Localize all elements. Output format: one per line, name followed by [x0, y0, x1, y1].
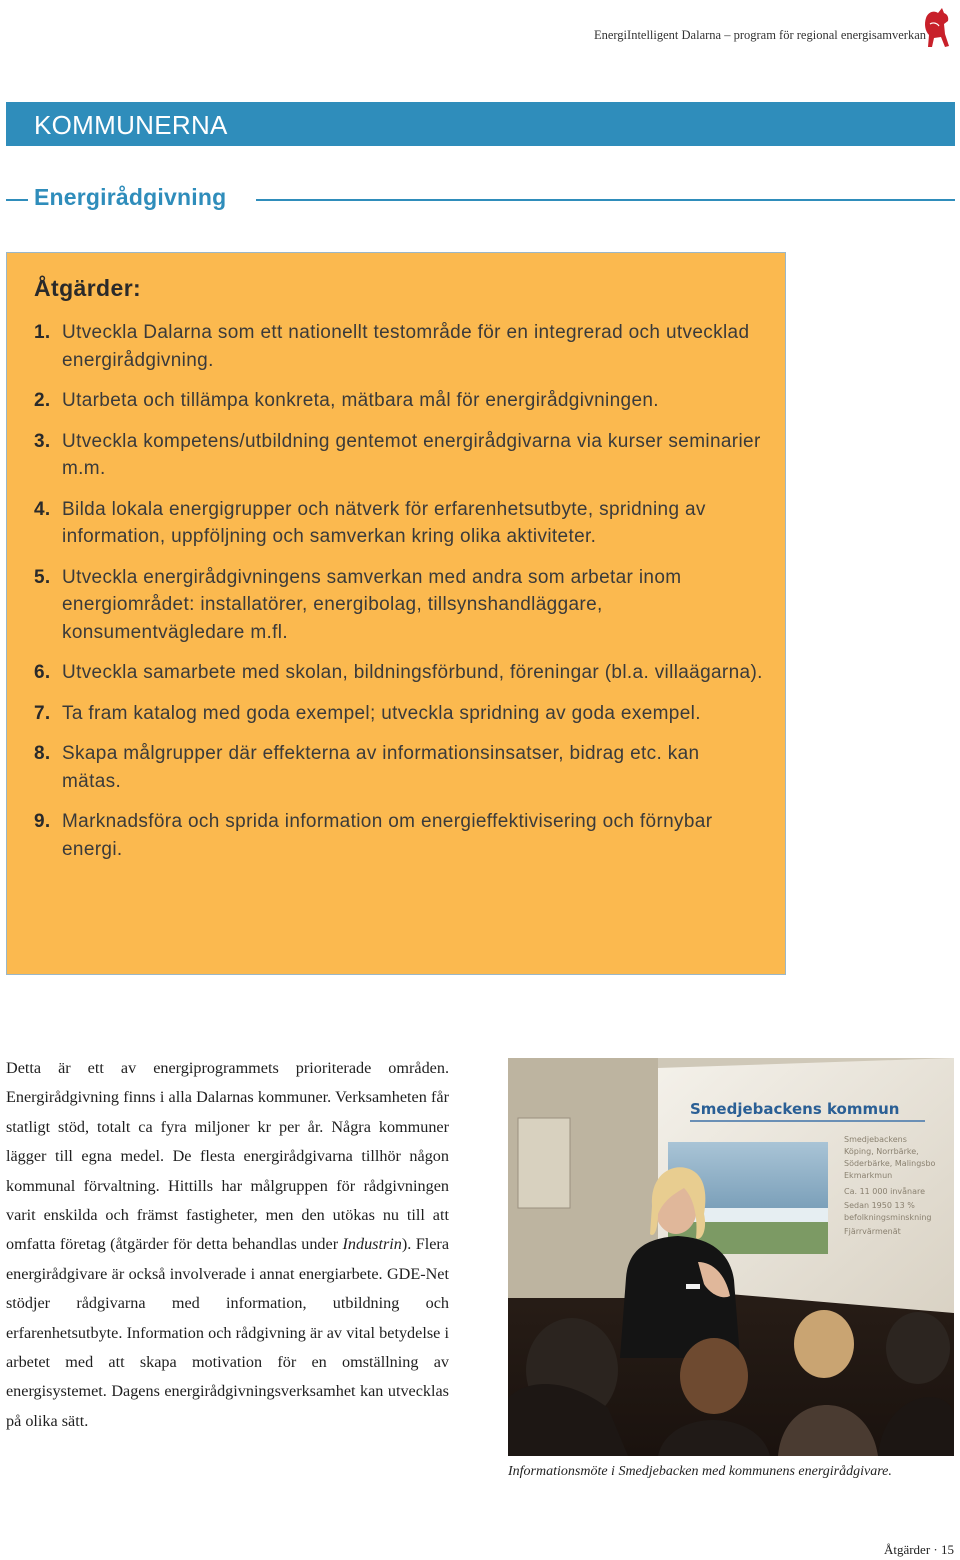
measure-item — [34, 496, 764, 551]
dalahorse-logo-icon — [920, 4, 954, 50]
slide-bullet: Köping, Norrbärke, — [844, 1147, 919, 1156]
section-title: KOMMUNERNA — [34, 110, 228, 140]
slide-bullet: Smedjebackens — [844, 1135, 907, 1144]
subsection-heading-row — [6, 184, 955, 216]
footer-separator: · — [933, 1542, 938, 1557]
measures-title: Åtgärder: — [34, 275, 142, 301]
slide-bullet: Ca. 11 000 invånare — [844, 1187, 926, 1196]
body-text-emphasis: Industrin — [342, 1235, 402, 1254]
measures-box — [6, 252, 786, 975]
measure-text: Utveckla energirådgivningens samverkan med andra som arbetar inom energiområdet: installatörer, energibolag, tillsynshandläggare, konsumentvägledare m.fl. — [62, 566, 682, 643]
slide-bullet: befolkningsminskning — [844, 1213, 932, 1222]
measure-text: Utveckla Dalarna som ett nationellt testområde för en integrerad och utvecklad energirådgivning. — [62, 322, 750, 371]
measure-text: Ta fram katalog med goda exempel; utveckla spridning av goda exempel. — [62, 702, 701, 724]
measure-number: 9. — [34, 811, 51, 832]
measure-text: Bilda lokala energigrupper och nätverk för erfarenhetsutbyte, spridning av information, uppföljning och samverkan kring olika aktiviteter. — [62, 498, 706, 547]
footer-label: Åtgärder — [883, 1542, 931, 1557]
page-footer — [884, 1542, 954, 1558]
page-number: 15 — [941, 1542, 954, 1557]
measure-text: Utveckla kompetens/utbildning gentemot energirådgivarna via kurser seminarier m.m. — [62, 430, 761, 479]
heading-rule-left — [6, 199, 28, 201]
measure-item — [34, 564, 764, 647]
body-text-part-1: Detta är ett av energiprogrammets prioriterade områden. Energirådgivning finns i alla Dalarnas kommuner. Verksamheten får statligt stöd, totalt ca fyra miljoner kr per år. Några kommuner lägger till egna medel. De flesta energirådgivarna tillhör någon kommunal förvaltning. Hittills har målgruppen för rådgivningen varit enskilda och främst fastigheter, men den utökas nu till att omfatta företag (åtgärder för detta behandlas under — [6, 1059, 449, 1254]
section-banner — [6, 102, 955, 146]
measure-item — [34, 740, 764, 795]
heading-rule-right — [256, 199, 955, 201]
subsection-title: Energirådgivning — [34, 184, 227, 210]
measure-number: 4. — [34, 498, 51, 520]
photo-caption: Informationsmöte i Smedjebacken med kommunens energirådgivare. — [508, 1464, 892, 1479]
measure-item — [34, 319, 764, 374]
body-text-part-2: ). Flera energirådgivare är också involverade i annat energiarbete. GDE-Net stödjer rådgivarna med information, utbildning och erfarenhetsutbyte. Information och rådgivning är av vital betydelse i arbetet med att skapa motivation för en omställning av energisystemet. Dagens energirådgivningsverksamhet kan utvecklas på olika sätt. — [6, 1235, 450, 1430]
measure-text: Utveckla samarbete med skolan, bildningsförbund, föreningar (bl.a. villaägarna). — [62, 662, 763, 683]
measure-number: 2. — [34, 390, 51, 411]
slide-title: Smedjebackens kommun — [690, 1100, 900, 1118]
measure-item — [34, 659, 764, 687]
slide-bullet: Söderbärke, Malingsbo — [844, 1159, 936, 1168]
slide-bullet: Ekmarkmun — [844, 1171, 893, 1180]
measure-item — [34, 387, 764, 415]
measure-number: 8. — [34, 743, 51, 764]
measure-number: 5. — [34, 566, 51, 588]
measure-item — [34, 428, 764, 483]
measure-number: 1. — [34, 322, 51, 343]
slide-bullet: Fjärrvärmenät — [844, 1227, 901, 1236]
measure-number: 3. — [34, 430, 51, 452]
slide-bullet: Sedan 1950 13 % — [844, 1201, 915, 1210]
measure-item — [34, 808, 764, 863]
measure-number: 7. — [34, 702, 51, 724]
running-header: EnergiIntelligent Dalarna – program för regional energisamverkan — [593, 28, 926, 42]
measure-number: 6. — [34, 662, 51, 683]
measures-list — [34, 319, 764, 876]
meeting-photo — [508, 1058, 954, 1456]
body-paragraph — [6, 1054, 449, 1436]
measure-text: Marknadsföra och sprida information om energieffektivisering och förnybar energi. — [62, 811, 713, 860]
measure-item — [34, 700, 764, 728]
measure-text: Skapa målgrupper där effekterna av informationsinsatser, bidrag etc. kan mätas. — [62, 743, 700, 792]
measure-text: Utarbeta och tillämpa konkreta, mätbara mål för energirådgivningen. — [62, 390, 659, 411]
